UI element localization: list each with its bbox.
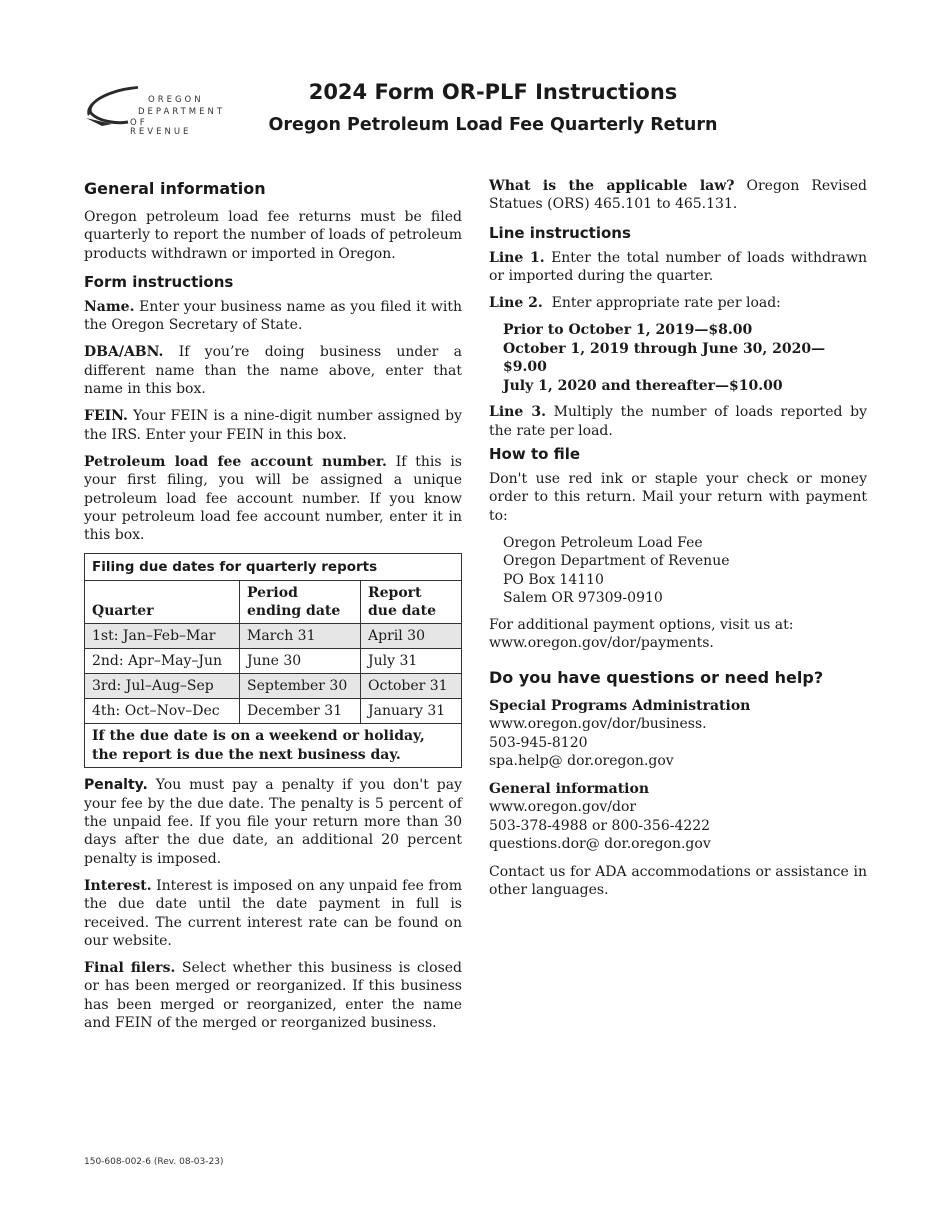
line-instructions-heading: Line instructions (489, 223, 631, 242)
final-filers-paragraph (84, 959, 462, 1032)
instruction-text: If you’re doing business under a different name than the name above, enter that name in this box. (84, 344, 462, 398)
table-cell: 1st: Jan–Feb–Mar (85, 624, 240, 649)
ada-text: Contact us for ADA accommodations or assistance in other languages. (489, 863, 867, 899)
spa-email-link[interactable]: spa.help@ dor.oregon.gov (489, 753, 674, 770)
instruction-text: Your FEIN is a nine-digit number assigned by the IRS. Enter your FEIN in this box. (84, 408, 462, 443)
table-cell: 2nd: Apr–May–Jun (85, 649, 240, 674)
instruction-lead: DBA/ABN. (84, 344, 164, 361)
spa-website-link[interactable]: www.oregon.gov/dor/business. (489, 716, 707, 733)
address-line: Oregon Department of Revenue (503, 553, 730, 570)
column-header-period-ending: Period ending date (240, 581, 361, 624)
line-2-instruction (489, 294, 867, 312)
rate-list (503, 321, 867, 395)
table-row (85, 649, 462, 674)
table-cell: June 30 (240, 649, 361, 674)
spa-phone: 503-945-8120 (489, 734, 588, 751)
payment-options-link[interactable]: www.oregon.gov/dor/payments. (489, 635, 714, 652)
table-cell: January 31 (361, 699, 462, 724)
general-phone: 503-378-4988 or 800-356-4222 (489, 817, 711, 834)
general-contact (489, 780, 867, 854)
rate-item: Prior to October 1, 2019—$8.00 (503, 322, 753, 339)
instruction-lead: FEIN. (84, 408, 128, 425)
left-column (84, 178, 462, 1041)
address-line: Oregon Petroleum Load Fee (503, 534, 703, 551)
instruction-lead: Petroleum load fee account number. (84, 453, 387, 470)
spa-title: Special Programs Administration (489, 697, 751, 714)
payment-options-text: For additional payment options, visit us at: (489, 616, 794, 633)
due-date-note: If the due date is on a weekend or holiday, the report is due the next business day. (85, 724, 462, 768)
paragraph-lead: Interest. (84, 877, 152, 894)
table-cell: 4th: Oct–Nov–Dec (85, 699, 240, 724)
line-1-instruction (489, 249, 867, 286)
general-contact-title: General information (489, 780, 650, 797)
paragraph-text: You must pay a penalty if you don't pay your fee by the due date. The penalty is 5 percent of the unpaid fee. If you file your return more than 30 days after the due date, an additional 20 percent penalty is imposed. (84, 777, 462, 867)
paragraph-text: Oregon Revised Statues (ORS) 465.101 to 465.131. (489, 178, 867, 213)
interest-paragraph (84, 877, 462, 950)
form-instructions-heading: Form instructions (84, 272, 234, 291)
table-row (85, 674, 462, 699)
table-cell: March 31 (240, 624, 361, 649)
address-line: Salem OR 97309-0910 (503, 590, 663, 607)
general-email-link[interactable]: questions.dor@ dor.oregon.gov (489, 836, 711, 853)
line-lead: Line 3. (489, 404, 546, 421)
applicable-law-paragraph (489, 177, 867, 214)
page-subtitle: Oregon Petroleum Load Fee Quarterly Return (268, 115, 718, 135)
how-to-file-heading: How to file (489, 445, 581, 464)
table-cell: July 31 (361, 649, 462, 674)
table-cell: September 30 (240, 674, 361, 699)
instruction-account-number (84, 453, 462, 544)
instruction-lead: Name. (84, 298, 135, 315)
line-text: Multiply the number of loads reported by the rate per load. (489, 404, 867, 439)
paragraph-text: Interest is imposed on any unpaid fee from the due date until the date payment in full is received. The current interest rate can be found on our website. (84, 877, 462, 949)
table-cell: October 31 (361, 674, 462, 699)
instruction-name (84, 298, 462, 335)
paragraph-lead: Final filers. (84, 960, 176, 977)
table-row (85, 624, 462, 649)
line-lead: Line 1. (489, 249, 545, 266)
right-column (489, 177, 867, 909)
table-cell: December 31 (240, 699, 361, 724)
form-number: 150-608-002-6 (Rev. 08-03-23) (84, 1157, 224, 1167)
logo-line-department: DEPARTMENT (138, 107, 226, 117)
spa-contact (489, 697, 867, 771)
help-heading: Do you have questions or need help? (489, 667, 824, 687)
due-dates-table (84, 553, 462, 768)
paragraph-text: Select whether this business is closed or has been merged or reorganized. If this business has been merged or reorganized, enter the name and FEIN of the merged or reorganized business. (84, 960, 463, 1032)
column-header-quarter: Quarter (85, 581, 240, 624)
rate-item: October 1, 2019 through June 30, 2020—$9.00 (503, 340, 826, 376)
table-cell: April 30 (361, 624, 462, 649)
due-dates-caption: Filing due dates for quarterly reports (85, 554, 462, 581)
table-cell: 3rd: Jul–Aug–Sep (85, 674, 240, 699)
line-lead: Line 2. (489, 295, 543, 312)
page-title: 2024 Form OR-PLF Instructions (308, 80, 678, 104)
paragraph-lead: Penalty. (84, 777, 148, 794)
rate-item: July 1, 2020 and thereafter—$10.00 (503, 377, 783, 394)
logo-line-revenue: OF REVENUE (130, 118, 192, 137)
line-3-instruction (489, 403, 867, 440)
column-header-report-due: Report due date (361, 581, 462, 624)
line-text: Enter the total number of loads withdrawn or imported during the quarter. (489, 249, 867, 284)
address-line: PO Box 14110 (503, 571, 604, 588)
penalty-paragraph (84, 776, 462, 867)
paragraph-lead: What is the applicable law? (489, 178, 735, 194)
logo-line-oregon: OREGON (148, 95, 204, 105)
general-website-link[interactable]: www.oregon.gov/dor (489, 799, 637, 816)
mailing-address (503, 534, 867, 608)
instruction-text: Enter your business name as you filed it with the Oregon Secretary of State. (84, 298, 462, 334)
instruction-fein (84, 407, 462, 444)
general-info-heading: General information (84, 179, 266, 198)
instruction-dba (84, 343, 462, 398)
how-to-file-text: Don't use red ink or staple your check or money order to this return. Mail your return with payment to: (489, 471, 867, 524)
general-info-text: Oregon petroleum load fee returns must be filed quarterly to report the number of loads of petroleum products withdrawn or imported in Oregon. (84, 209, 462, 262)
instruction-text: If this is your first filing, you will be assigned a unique petroleum load fee account number. If you know your petroleum load fee account number, enter it in this box. (84, 453, 462, 544)
payment-options (489, 616, 867, 653)
table-row (85, 699, 462, 724)
line-text: Enter appropriate rate per load: (551, 295, 781, 312)
